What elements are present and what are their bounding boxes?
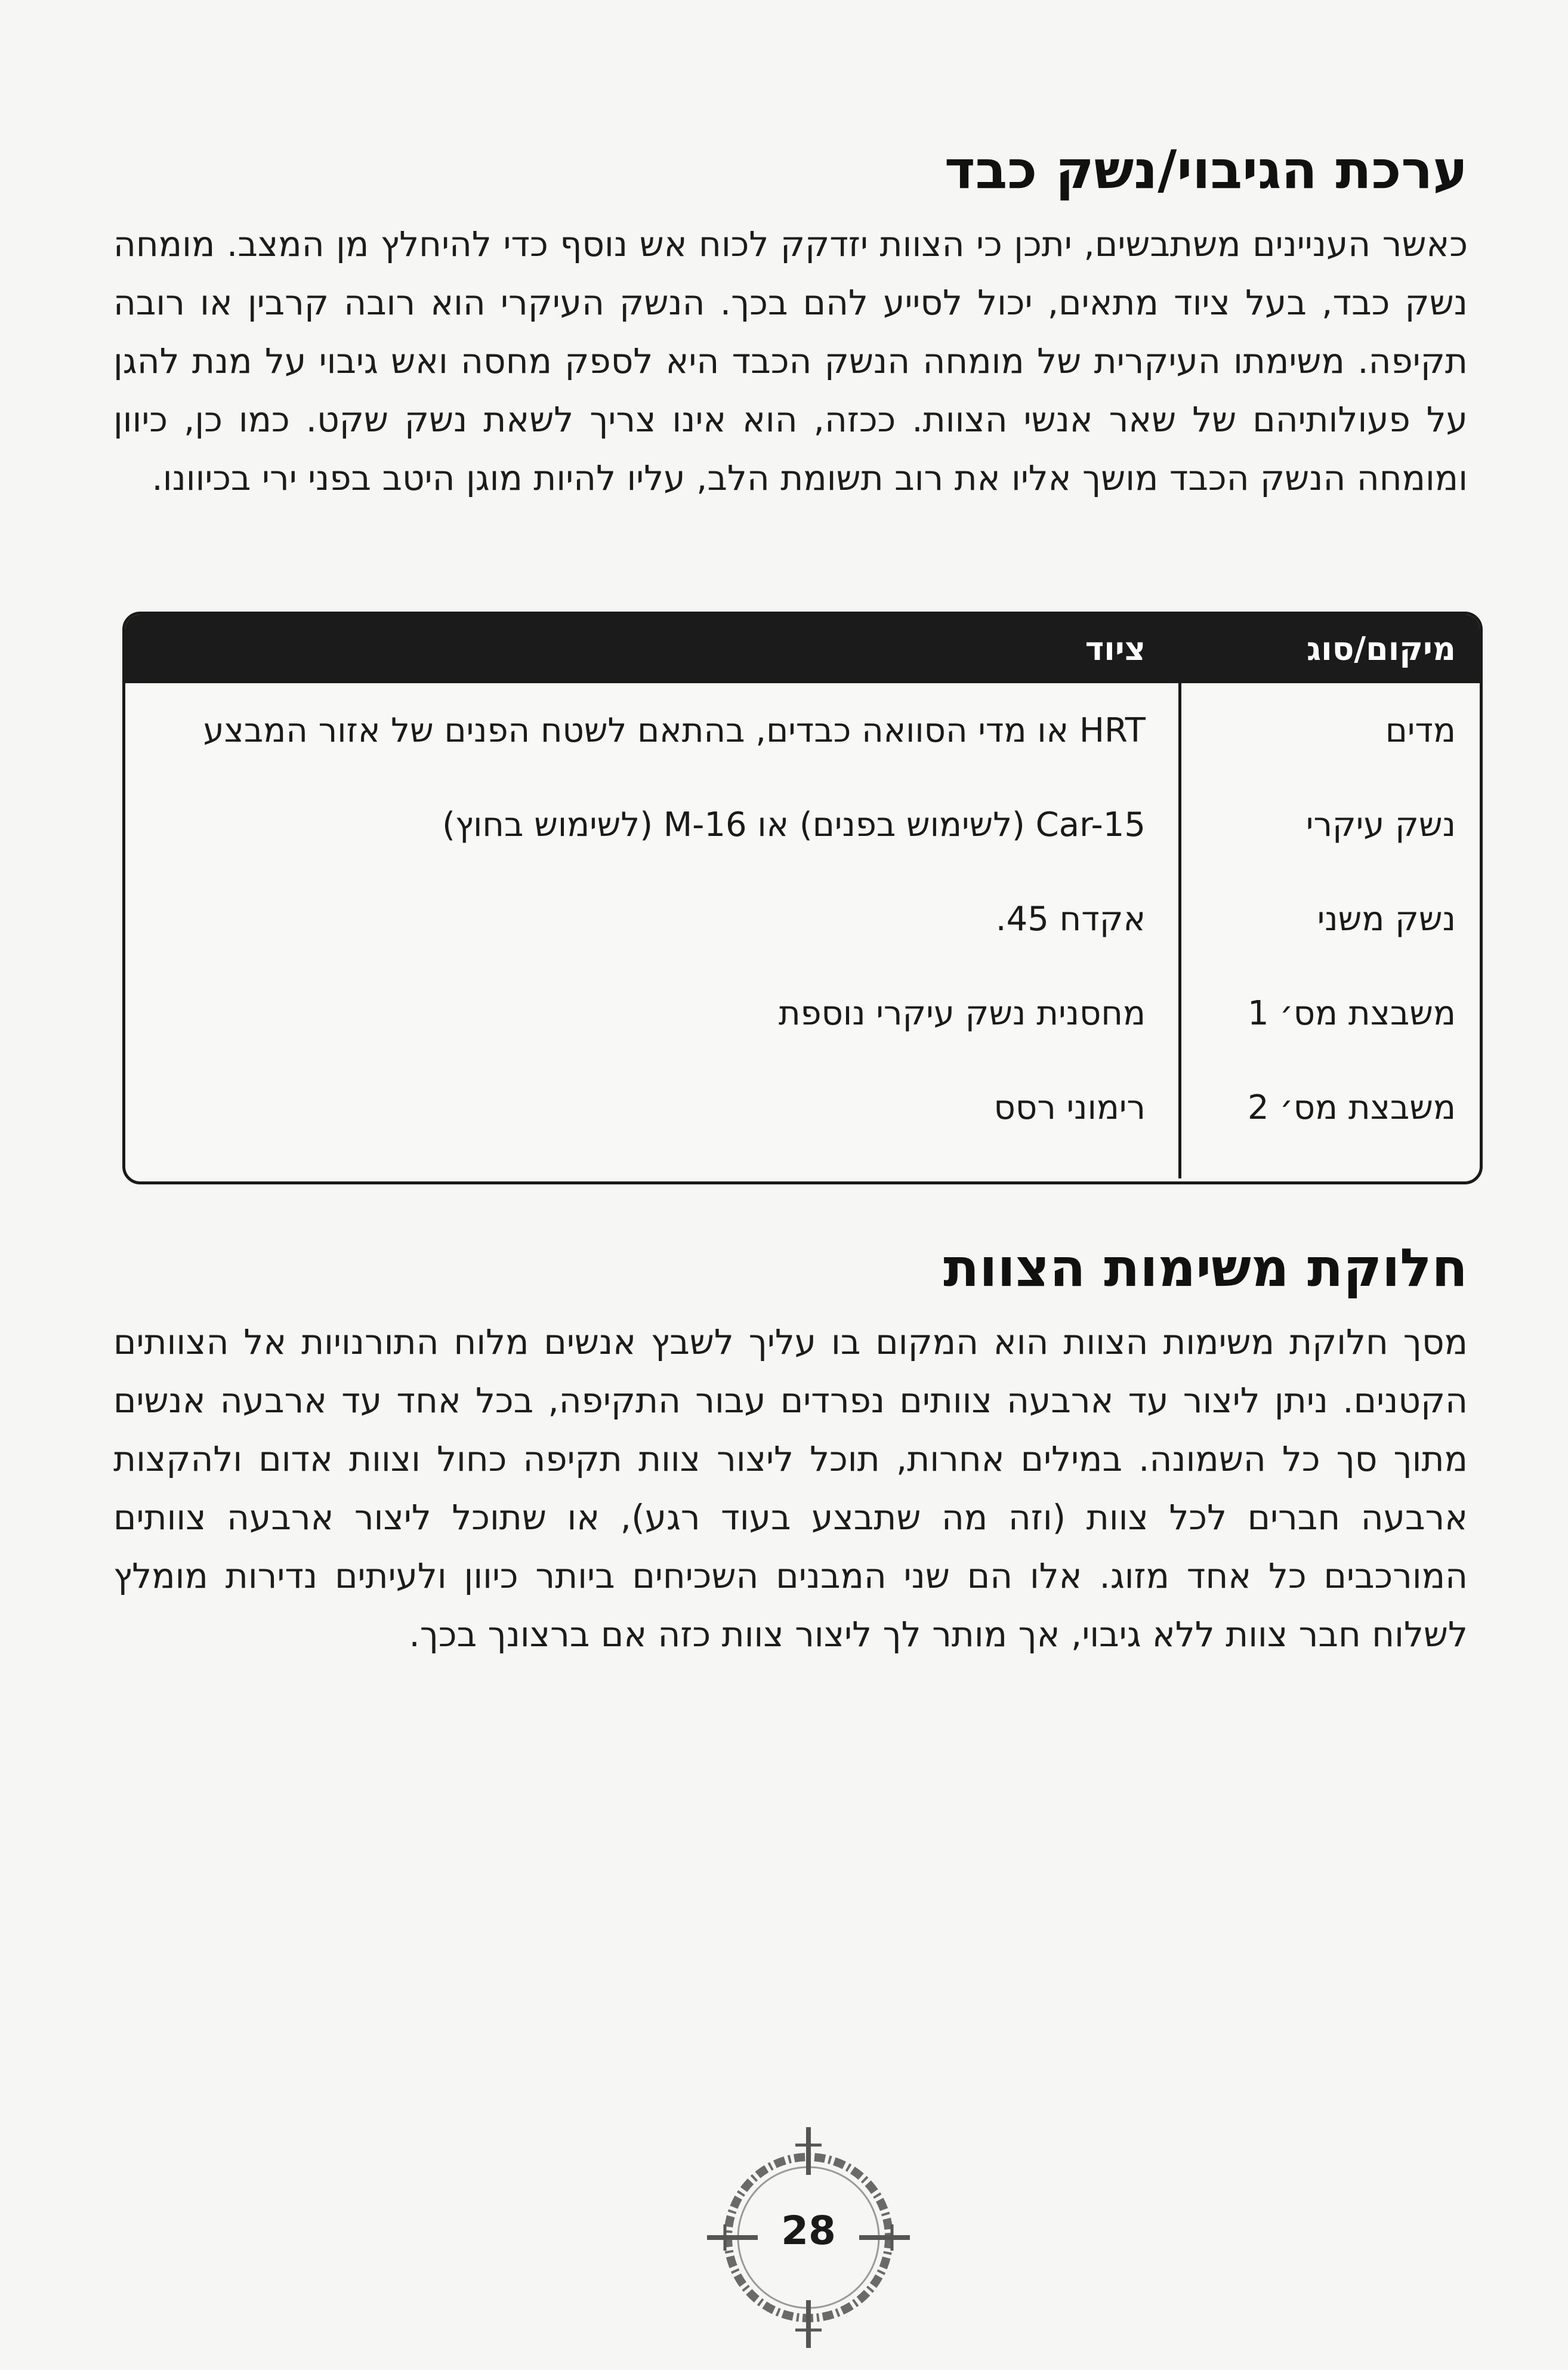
section-team-assignment bbox=[113, 1235, 1468, 1664]
table-cell-type: משבצת מס׳ 1 bbox=[1248, 993, 1456, 1033]
table-cell-type: נשק עיקרי bbox=[1305, 805, 1456, 844]
table-header-type: מיקום/סוג bbox=[1307, 630, 1456, 668]
table-cell-equipment: HRT או מדי הסוואה כבדים, בהתאם לשטח הפנים של אזור המבצע bbox=[203, 711, 1146, 750]
table-row bbox=[125, 1060, 1480, 1155]
table-cell-equipment: Car-15 (לשימוש בפנים) או M-16 (לשימוש בחוץ) bbox=[442, 805, 1146, 844]
table-row bbox=[125, 777, 1480, 872]
table-cell-type: משבצת מס׳ 2 bbox=[1248, 1088, 1456, 1127]
table-cell-type: מדים bbox=[1385, 711, 1456, 750]
table-cell-equipment: אקדח 45. bbox=[995, 899, 1146, 939]
page-number: 28 bbox=[781, 2208, 836, 2254]
table-header bbox=[125, 615, 1480, 683]
table-row bbox=[125, 872, 1480, 966]
table-body bbox=[125, 683, 1480, 1178]
table-row bbox=[125, 683, 1480, 777]
equipment-table bbox=[122, 612, 1483, 1184]
table-cell-equipment: מחסנית נשק עיקרי נוספת bbox=[778, 993, 1146, 1033]
table-cell-type: נשק משני bbox=[1317, 899, 1456, 939]
table-cell-equipment: רימוני רסס bbox=[993, 1088, 1146, 1127]
section-title-heavy-weapons: ערכת הגיבוי/נשק כבד bbox=[944, 139, 1468, 200]
paragraph-team-assignment: מסך חלוקת משימות הצוות הוא המקום בו עליך לשבץ אנשים מלוח התורנויות אל הצוותים הקטנים. ניתן ליצור עד ארבעה צוותים נפרדים עבור התקיפה, בכל אחד עד ארבעה אנשים מתוך סך כל השמונה. במילים אחרות, תוכל ליצור צוות תקיפה כחול וצוות אדום ולהקצות ארבעה חברים לכל צוות (וזה מה שתבצע בעוד רגע), או שתוכל ליצור ארבעה צוותים המורכבים כל אחד מזוג. אלו הם שני המבנים השכיחים ביותר כיוון ולעיתים נדירות מומלץ לשלוח חבר צוות ללא גיבוי, אך מותר לך ליצור צוות כזה אם ברצונך בכך. bbox=[113, 1322, 1468, 1655]
table-column-divider bbox=[1178, 683, 1181, 1178]
table-header-equipment: ציוד bbox=[1085, 630, 1146, 668]
paragraph-heavy-weapons: כאשר העניינים משתבשים, יתכן כי הצוות יזדקק לכוח אש נוסף כדי להיחלץ מן המצב. מומחה נשק כבד, בעל ציוד מתאים, יכול לסייע להם בכך. הנשק העיקרי הוא רובה קרבין או רובה תקיפה. משימתו העיקרית של מומחה הנשק הכבד היא לספק מחסה ואש גיבוי על מנת להגן על פעולותיהם של שאר אנשי הצוות. ככזה, הוא אינו צריך לשאת נשק שקט. כמו כן, כיוון ומומחה הנשק הכבד מושך אליו את רוב תשומת הלב, עליו להיות מוגן היטב בפני ירי בכיוונו. bbox=[113, 224, 1468, 498]
section-title-team-assignment: חלוקת משימות הצוות bbox=[943, 1237, 1468, 1298]
section-heavy-weapons bbox=[113, 137, 1468, 507]
table-row bbox=[125, 966, 1480, 1060]
